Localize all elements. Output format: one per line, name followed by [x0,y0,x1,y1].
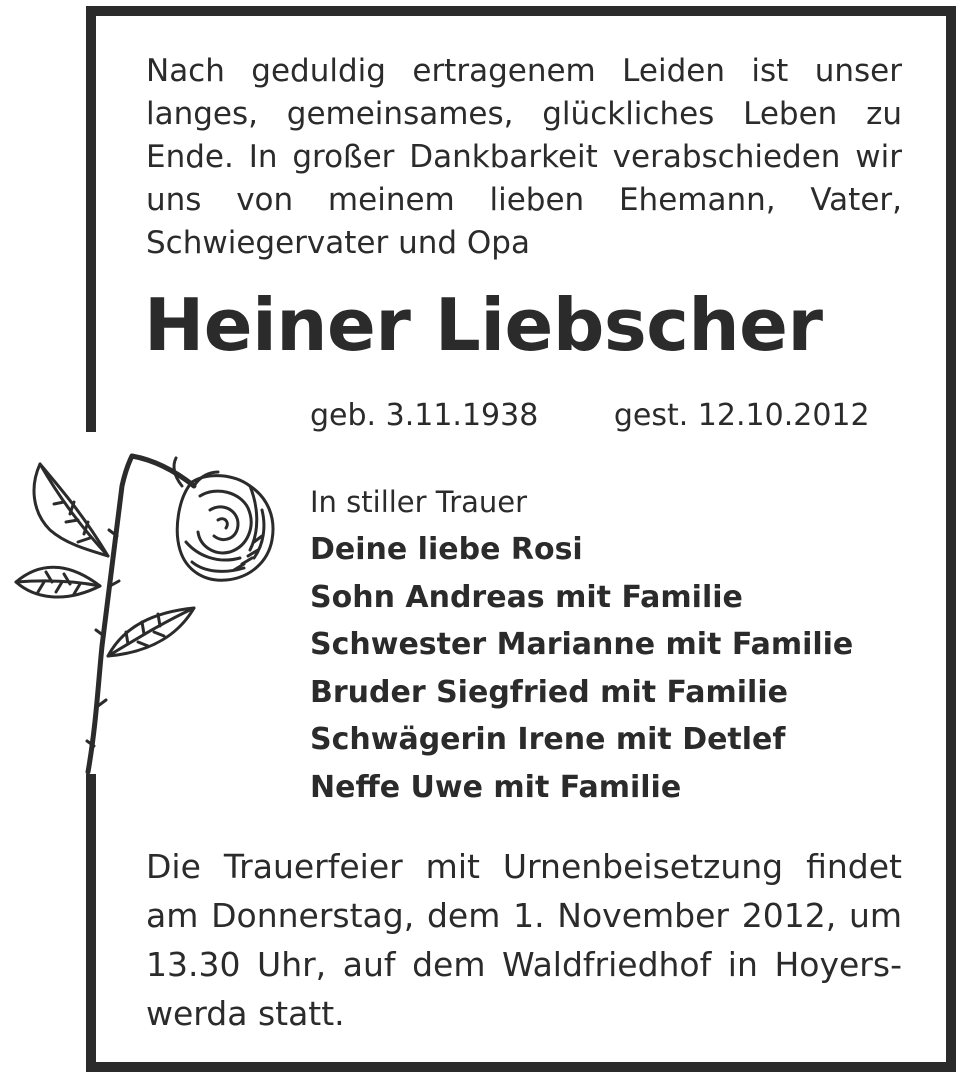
rose-icon [4,446,294,776]
funeral-text: Die Trauerfeier mit Urnenbeisetzung findet am Donnerstag, dem 1. November 2012, um 13.30 Uhr, auf dem Waldfriedhof in Hoyerswerda statt. [146,847,902,1033]
mourners-list [310,526,853,811]
mourner-item: Neffe Uwe mit Familie [310,769,682,805]
intro-text: Nach geduldig ertragenem Leiden ist unser langes, gemeinsames, glückliches Leben zu Ende. In großer Dankbarkeit verabschieden wir uns von meinem lieben Ehemann, Vater, Schwiegervater und Opa [146,53,902,261]
mourner-item: Bruder Siegfried mit Familie [310,674,788,710]
birth-date: geb. 3.11.1938 [310,398,539,433]
life-dates [310,396,870,436]
mourner-item: Schwägerin Irene mit Detlef [310,722,786,757]
mourning-label: In stiller Trauer [310,485,528,519]
mourner-item: Schwester Marianne mit Familie [310,627,854,662]
mourner-item: Sohn Andreas mit Familie [310,579,743,615]
death-date: gest. 12.10.2012 [613,398,870,433]
deceased-name: Heiner Liebscher [144,283,823,367]
mourner-item: Deine liebe Rosi [310,532,583,567]
